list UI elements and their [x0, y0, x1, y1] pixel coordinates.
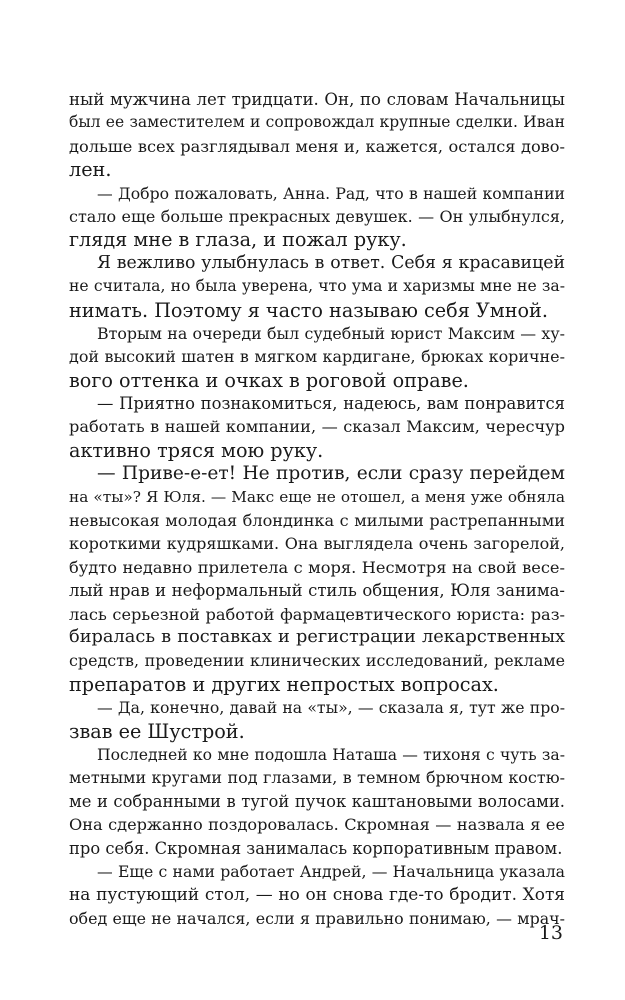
- text-line: биралась в поставках и регистрации лекарственных: [69, 626, 565, 647]
- text-line: короткими кудряшками. Она выглядела очень загорелой,: [69, 534, 565, 554]
- text-line: про себя. Скромная занималась корпоративным правом.: [69, 838, 563, 858]
- text-line: лый нрав и неформальный стиль общения, Юля занима-: [69, 581, 565, 601]
- text-line: препаратов и других непростых вопросах.: [69, 672, 499, 696]
- body-text: [69, 88, 565, 930]
- text-line: лась серьезной работой фармацевтического юриста: раз-: [69, 604, 565, 624]
- page-number: 13: [538, 922, 563, 944]
- text-line: — Да, конечно, давай на «ты», — сказала я, тут же про-: [97, 698, 565, 718]
- text-line: Последней ко мне подошла Наташа — тихоня с чуть за-: [97, 744, 565, 764]
- text-line: — Приве-е-ет! Не против, если сразу перейдем: [97, 463, 565, 485]
- text-line: Я вежливо улыбнулась в ответ. Себя я красавицей: [97, 252, 565, 273]
- text-line: метными кругами под глазами, в темном брючном костю-: [69, 768, 565, 788]
- text-line: работать в нашей компании, — сказал Максим, чересчур: [69, 417, 565, 437]
- text-line: стало еще больше прекрасных девушек. — Он улыбнулся,: [69, 206, 565, 226]
- text-line: будто недавно прилетела с моря. Несмотря на свой весе-: [69, 557, 565, 577]
- text-line: дой высокий шатен в мягком кардигане, брюках коричне-: [69, 347, 565, 367]
- text-line: Она сдержанно поздоровалась. Скромная — назвала я ее: [69, 815, 565, 835]
- text-line: дольше всех разглядывал меня и, кажется, остался дово-: [69, 136, 565, 156]
- text-line: на «ты»? Я Юля. — Макс еще не отошел, а меня уже обняла: [69, 487, 565, 506]
- text-line: ный мужчина лет тридцати. Он, по словам Начальницы: [69, 90, 565, 109]
- text-line: Вторым на очереди был судебный юрист Максим — ху-: [97, 323, 565, 343]
- text-line: нимать. Поэтому я часто называю себя Умной.: [69, 298, 548, 322]
- text-line: активно тряся мою руку.: [69, 438, 324, 462]
- text-line: звав ее Шустрой.: [69, 719, 245, 743]
- text-line: средств, проведении клинических исследований, рекламе: [69, 651, 565, 671]
- text-line: — Приятно познакомиться, надеюсь, вам понравится: [97, 394, 565, 414]
- text-line: — Еще с нами работает Андрей, — Начальница указала: [97, 861, 565, 881]
- text-line: ме и собранными в тугой пучок каштановыми волосами.: [69, 791, 565, 811]
- text-line: на пустующий стол, — но он снова где-то бродит. Хотя: [69, 884, 565, 905]
- text-line: лен.: [69, 158, 112, 182]
- text-line: глядя мне в глаза, и пожал руку.: [69, 228, 407, 252]
- text-line: обед еще не начался, если я правильно понимаю, — мрач-: [69, 908, 565, 928]
- text-line: — Добро пожаловать, Анна. Рад, что в нашей компании: [97, 183, 565, 203]
- text-line: вого оттенка и очках в роговой оправе.: [69, 368, 469, 392]
- text-line: не считала, но была уверена, что ума и харизмы мне не за-: [69, 277, 565, 296]
- text-line: был ее заместителем и сопровождал крупные сделки. Иван: [69, 113, 565, 132]
- text-line: невысокая молодая блондинка с милыми растрепанными: [69, 511, 565, 531]
